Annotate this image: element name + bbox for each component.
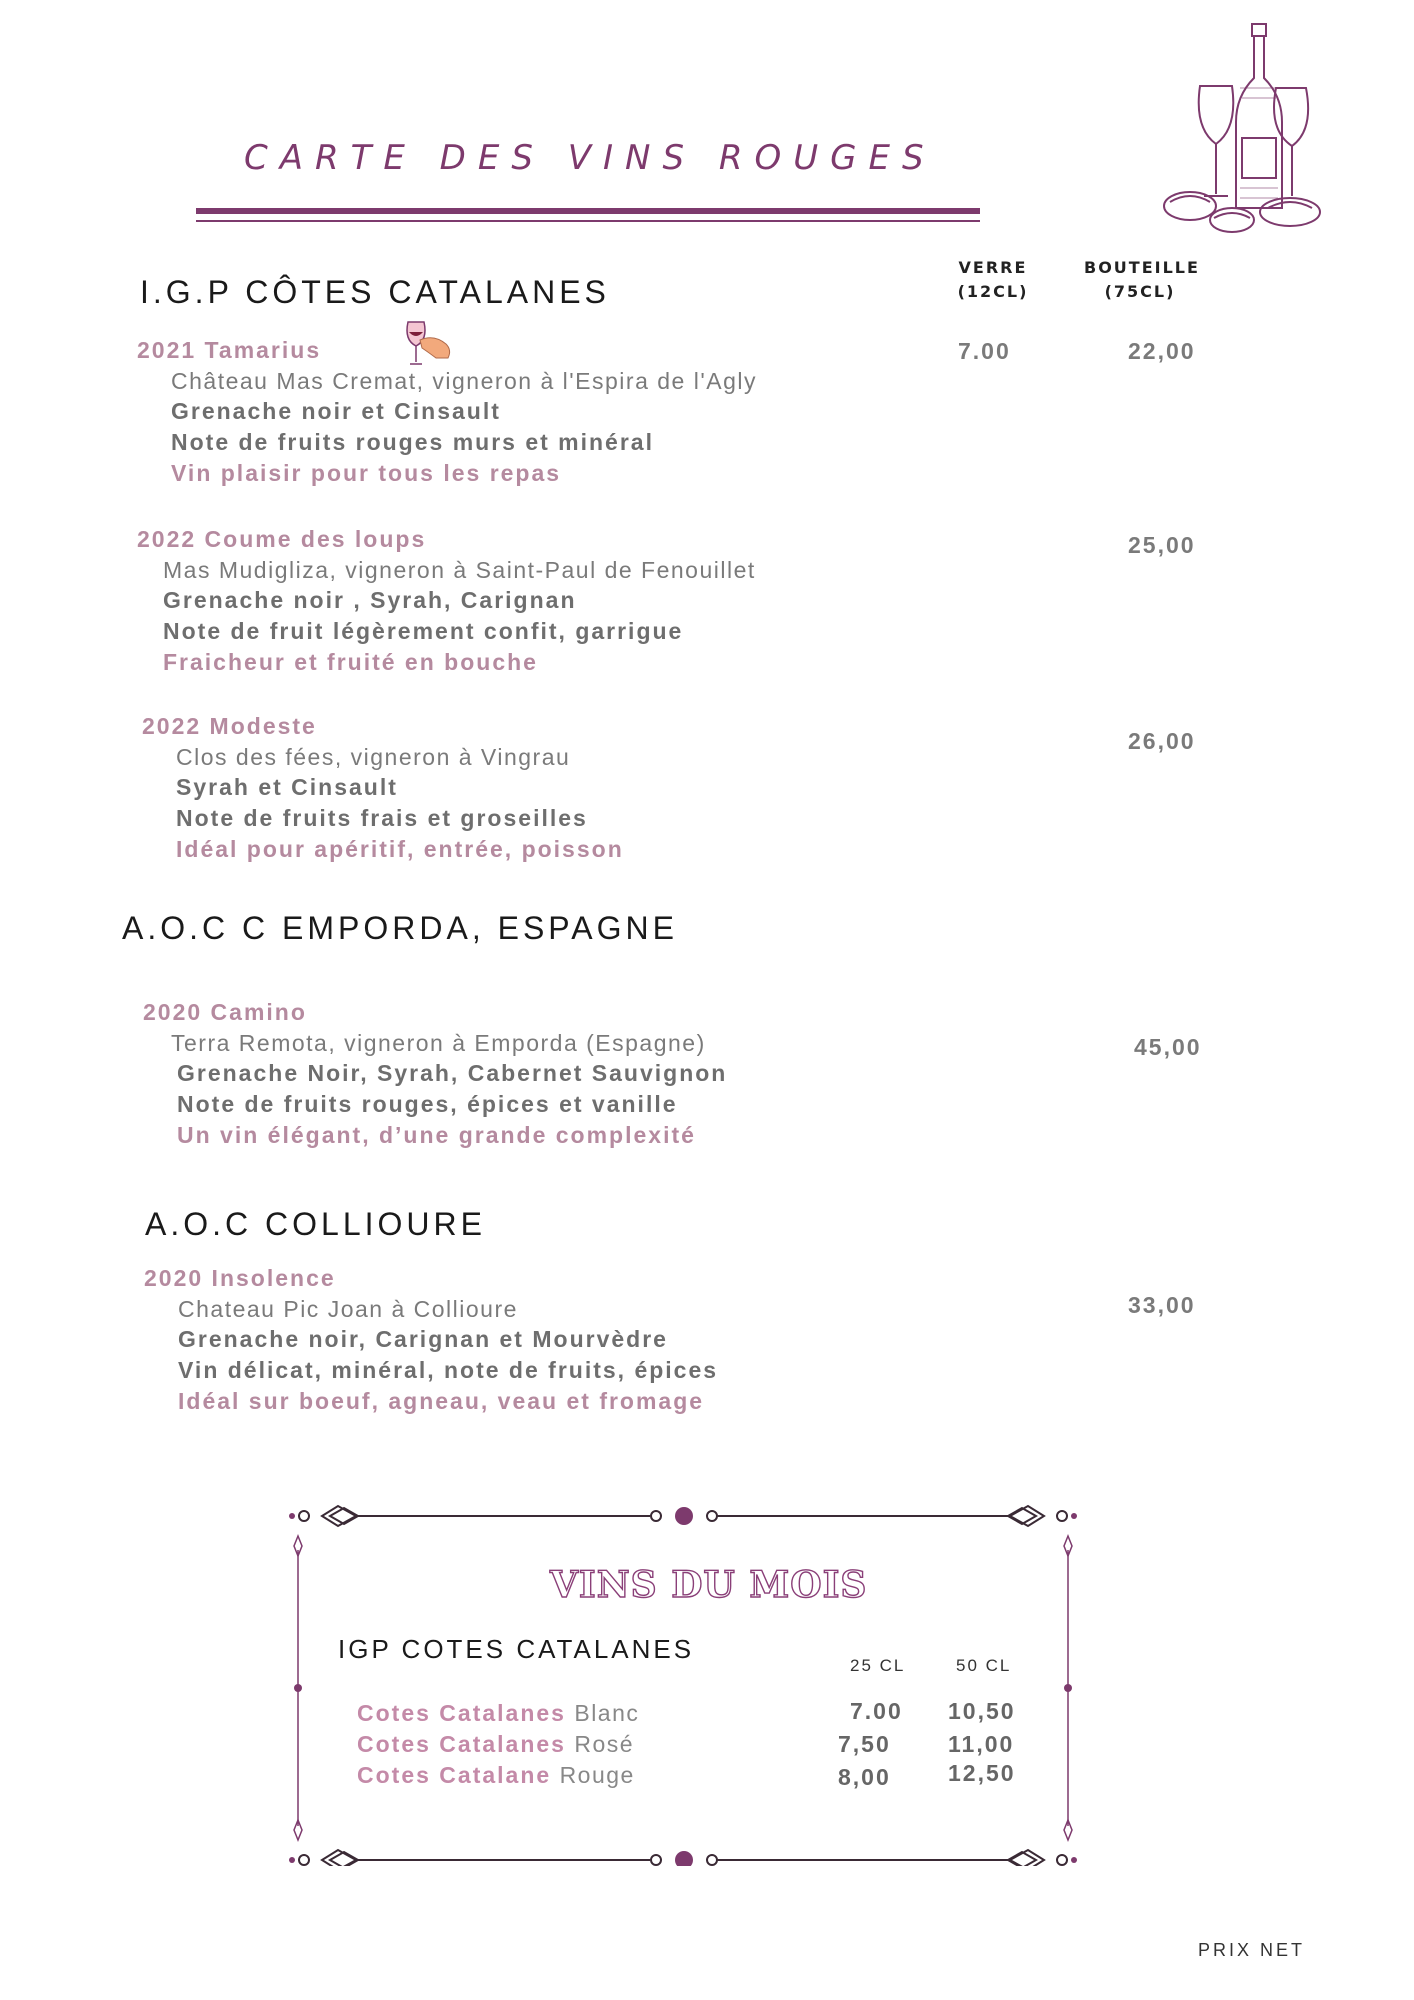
ornament-frame-icon: [284, 1496, 1082, 1866]
price-50cl: 12,50: [948, 1760, 1016, 1786]
section-title: A.O.C C EMPORDA, ESPAGNE: [122, 910, 678, 946]
wine-details: [178, 1294, 718, 1417]
wine-grapes: Grenache noir, Carignan et Mourvèdre: [178, 1326, 668, 1352]
month-wine-type: Rouge: [559, 1762, 635, 1788]
price-bottle: 25,00: [1128, 532, 1196, 558]
wines-of-month-title: VINS DU MOIS: [550, 1564, 868, 1606]
wine-details: [163, 555, 756, 678]
wine-entry: [144, 1263, 336, 1294]
wine-entry: [143, 997, 307, 1028]
wine-grapes: Syrah et Cinsault: [176, 774, 398, 800]
price-bottle: 33,00: [1128, 1292, 1196, 1318]
month-wine-name: Cotes Catalanes: [357, 1700, 566, 1726]
wine-notes: Note de fruit légèrement confit, garrigue: [163, 618, 684, 644]
price-50cl: 11,00: [948, 1731, 1015, 1757]
price-25cl: 8,00: [838, 1764, 891, 1790]
column-header-50cl: 50 CL: [956, 1656, 1012, 1675]
wine-entry: [142, 711, 317, 742]
column-header-glass: VERRE (12CL): [957, 258, 1029, 301]
column-header-bottle: BOUTEILLE (75CL): [1084, 258, 1200, 301]
wine-notes: Vin délicat, minéral, note de fruits, épices: [178, 1357, 719, 1383]
price-bottle: 45,00: [1134, 1034, 1202, 1060]
wine-pairing: Vin plaisir pour tous les repas: [171, 460, 562, 486]
title-divider-thick: [196, 208, 980, 214]
wine-pairing: Un vin élégant, d’une grande complexité: [177, 1122, 696, 1148]
wine-pairing: Idéal sur boeuf, agneau, veau et fromage: [178, 1388, 705, 1414]
wine-producer: Clos des fées, vigneron à Vingrau: [176, 744, 571, 770]
wine-details: [171, 366, 757, 489]
wine-grapes: Grenache noir et Cinsault: [171, 398, 501, 424]
wine-name: 2020 Camino: [143, 999, 307, 1025]
wine-notes: Note de fruits frais et groseilles: [176, 805, 588, 831]
wine-notes: Note de fruits rouges murs et minéral: [171, 429, 654, 455]
month-wine-row: [357, 1731, 634, 1758]
column-header-25cl: 25 CL: [850, 1656, 906, 1675]
wine-details: [177, 1058, 727, 1151]
price-bottle: 26,00: [1128, 728, 1196, 754]
month-wine-name: Cotes Catalane: [357, 1762, 552, 1788]
price-50cl: 10,50: [948, 1698, 1016, 1724]
month-wine-name: Cotes Catalanes: [357, 1731, 566, 1757]
wine-details: [171, 1028, 706, 1058]
month-wine-row: [357, 1762, 635, 1789]
wine-producer: Château Mas Cremat, vigneron à l'Espira de l'Agly: [171, 368, 757, 394]
month-wine-type: Blanc: [574, 1700, 640, 1726]
title-divider-thin: [196, 220, 980, 222]
section-title: I.G.P CÔTES CATALANES: [140, 274, 610, 310]
footer-note: PRIX NET: [1198, 1940, 1306, 1960]
wine-bottle-illustration-icon: [1150, 18, 1328, 240]
wine-glass-hand-icon: [400, 318, 456, 368]
price-25cl: 7.00: [850, 1698, 903, 1724]
price-bottle: 22,00: [1128, 338, 1196, 364]
wine-pairing: Fraicheur et fruité en bouche: [163, 649, 538, 675]
wine-producer: Chateau Pic Joan à Collioure: [178, 1296, 518, 1322]
wine-name: 2021 Tamarius: [137, 337, 322, 363]
price-glass: 7.00: [958, 338, 1011, 364]
wine-grapes: Grenache Noir, Syrah, Cabernet Sauvignon: [177, 1060, 728, 1086]
wine-notes: Note de fruits rouges, épices et vanille: [177, 1091, 678, 1117]
wines-of-month-section: IGP COTES CATALANES: [338, 1634, 695, 1664]
wine-name: 2022 Coume des loups: [137, 526, 427, 552]
page-title: CARTE DES VINS ROUGES: [244, 138, 936, 178]
section-title: A.O.C COLLIOURE: [145, 1206, 486, 1242]
wine-producer: Terra Remota, vigneron à Emporda (Espagne): [171, 1030, 706, 1056]
wine-entry: [137, 524, 426, 555]
wine-producer: Mas Mudigliza, vigneron à Saint-Paul de Fenouillet: [163, 557, 756, 583]
wine-pairing: Idéal pour apéritif, entrée, poisson: [176, 836, 624, 862]
wine-grapes: Grenache noir , Syrah, Carignan: [163, 587, 577, 613]
price-25cl: 7,50: [838, 1731, 891, 1757]
wine-details: [176, 742, 624, 865]
month-wine-row: [357, 1700, 639, 1727]
wine-name: 2020 Insolence: [144, 1265, 336, 1291]
month-wine-type: Rosé: [574, 1731, 635, 1757]
wine-entry: [137, 335, 321, 366]
wine-name: 2022 Modeste: [142, 713, 317, 739]
